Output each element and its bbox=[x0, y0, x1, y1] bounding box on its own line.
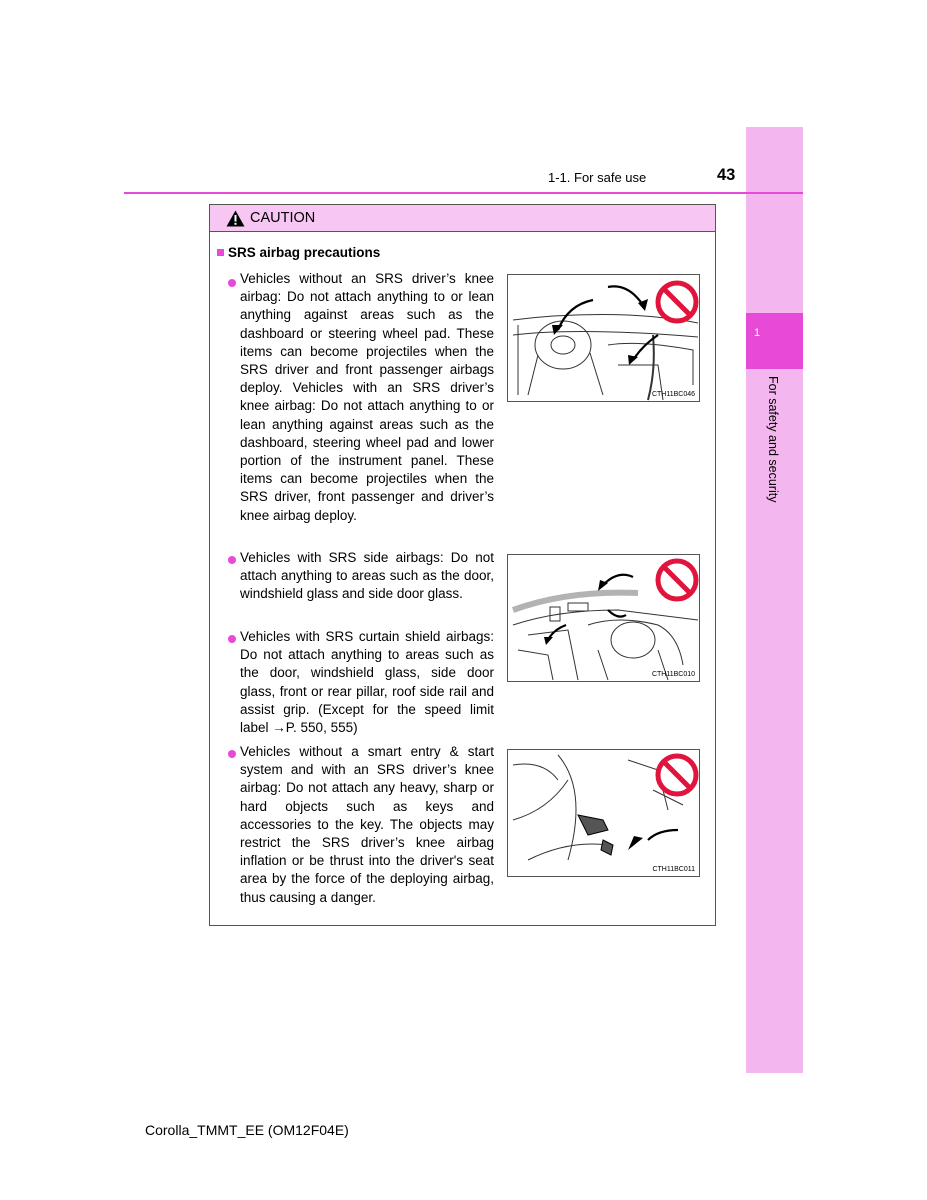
section-title: 1-1. For safe use bbox=[548, 170, 647, 185]
bullet-dot-icon bbox=[228, 556, 236, 564]
caution-title: CAUTION bbox=[250, 210, 316, 226]
illustration-code: CTH11BC010 bbox=[651, 671, 695, 678]
subheading-text: SRS airbag precautions bbox=[228, 245, 381, 260]
caution-item-3: Vehicles with SRS curtain shield airbags: Do not attach anything to areas such as the door, windshield glass, side door glass, front or rear pillar, roof side rail and assist grip. (Except for the speed limit label →P. 550, 555) bbox=[240, 629, 494, 736]
caution-box bbox=[209, 204, 716, 926]
bullet-dot-icon bbox=[228, 279, 236, 287]
square-bullet-icon bbox=[217, 249, 224, 256]
prohibited-icon bbox=[508, 555, 700, 682]
subheading bbox=[217, 245, 380, 260]
chapter-tab-active[interactable] bbox=[746, 313, 803, 369]
warning-icon bbox=[226, 210, 245, 227]
illustration-side-door bbox=[507, 554, 700, 682]
illustration-dashboard bbox=[507, 274, 700, 402]
page-number: 43 bbox=[717, 166, 736, 184]
caution-header bbox=[210, 205, 715, 232]
chapter-side-tab bbox=[746, 127, 803, 1073]
caution-item-2: Vehicles with SRS side airbags: Do not attach anything to areas such as the door, windshield glass and side door glass. bbox=[240, 550, 494, 602]
chapter-number: 1 bbox=[754, 327, 761, 339]
prohibited-icon bbox=[508, 750, 700, 877]
illustration-code: CTH11BC011 bbox=[652, 866, 695, 873]
header-divider bbox=[124, 192, 803, 194]
illustration-code: CTH11BC046 bbox=[651, 391, 695, 398]
illustration-key bbox=[507, 749, 700, 877]
chapter-title: For safety and security bbox=[766, 376, 780, 503]
bullet-dot-icon bbox=[228, 635, 236, 643]
prohibited-icon bbox=[508, 275, 700, 402]
caution-item-1: Vehicles without an SRS driver’s knee airbag: Do not attach anything to or lean anything against areas such as the dashboard or steering wheel pad. These items can become projectiles when the SRS driver and front passenger airbags deploy. Vehicles with an SRS driver’s knee airbag: Do not attach anything to or lean anything against areas such as the dashboard, steering wheel pad and lower portion of the instrument panel. These items can become projectiles when the SRS driver, front passenger and driver’s knee airbag deploy. bbox=[240, 271, 494, 523]
footer-model-code: Corolla_TMMT_EE (OM12F04E) bbox=[145, 1122, 349, 1138]
caution-item-4: Vehicles without a smart entry & start system and with an SRS driver’s knee airbag: Do not attach any heavy, sharp or hard objects such as keys and accessories to the key. The objects may restrict the SRS driver’s knee airbag inflation or be thrust into the driver's seat area by the force of the deploying airbag, thus causing a danger. bbox=[240, 744, 494, 905]
bullet-dot-icon bbox=[228, 750, 236, 758]
